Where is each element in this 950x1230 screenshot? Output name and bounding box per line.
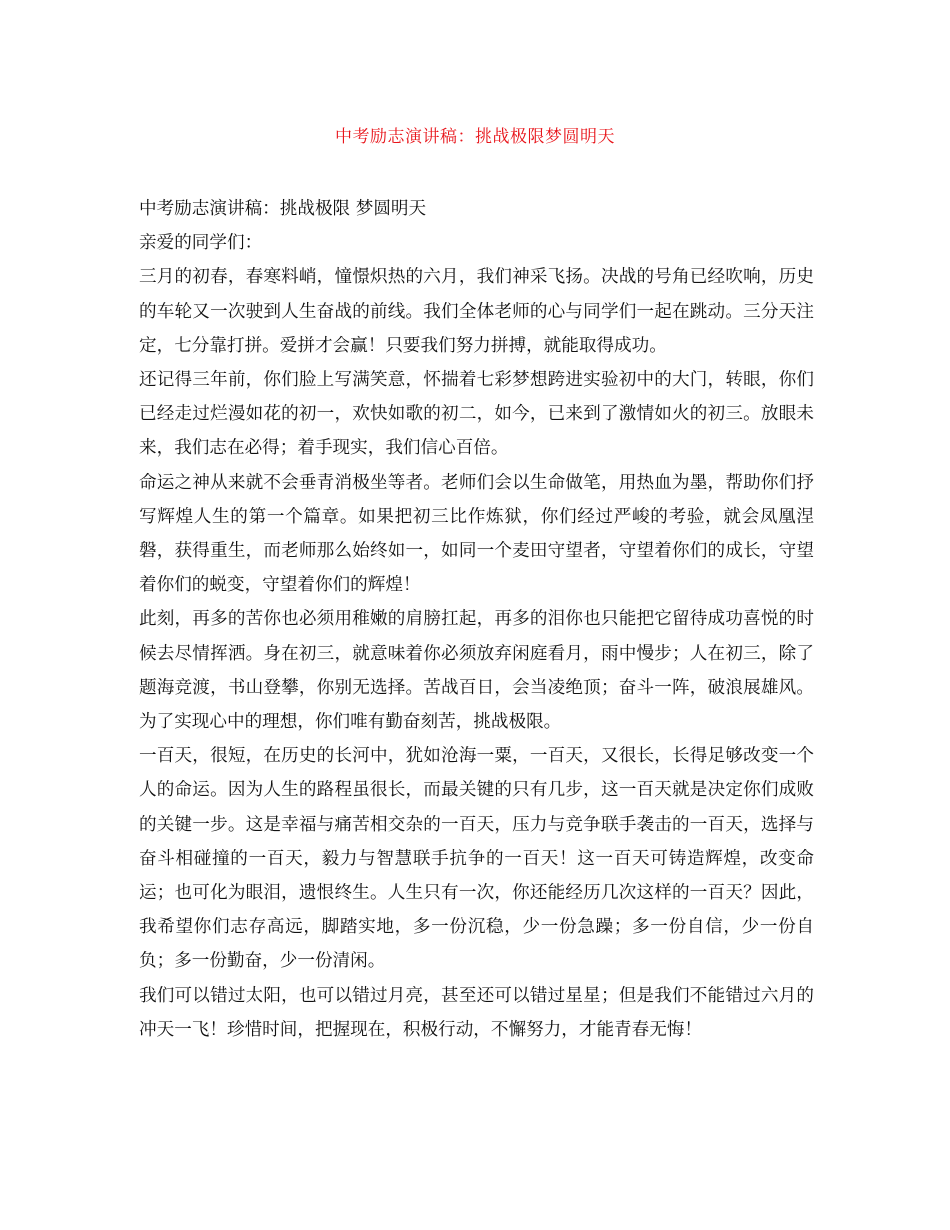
paragraph-heading: 中考励志演讲稿：挑战极限 梦圆明天 [139, 199, 427, 219]
paragraph-salutation: 亲爱的同学们： [139, 233, 263, 254]
paragraph: 此刻，再多的苦你也必须用稚嫩的肩膀扛起，再多的泪你也只能把它留待成功喜悦的时候去尽情挥洒。身在初三，就意味着你必须放弃闲庭看月，雨中慢步；人在初三，除了题海竞渡，书山登攀，你别无选择。苦战百日，会当凌绝顶；奋斗一阵，破浪展雄风。为了实现心中的理想，你们唯有勤奋刻苦，挑战极限。 [139, 609, 814, 733]
paragraph: 命运之神从来就不会垂青消极坐等者。老师们会以生命做笔，用热血为墨，帮助你们抒写辉煌人生的第一个篇章。如果把初三比作炼狱，你们经过严峻的考验，就会凤凰涅磐，获得重生，而老师那么始终如一，如同一个麦田守望者，守望着你们的成长，守望着你们的蜕变，守望着你们的辉煌！ [139, 472, 814, 596]
document-title: 中考励志演讲稿：挑战极限梦圆明天 [335, 127, 615, 147]
paragraph: 还记得三年前，你们脸上写满笑意，怀揣着七彩梦想跨进实验初中的大门，转眼，你们已经走过烂漫如花的初一，欢快如歌的初二，如今，已来到了激情如火的初三。放眼未来，我们志在必得；着手现实，我们信心百倍。 [139, 370, 814, 459]
paragraph: 三月的初春，春寒料峭，憧憬炽热的六月，我们神采飞扬。决战的号角已经吹响，历史的车轮又一次驶到人生奋战的前线。我们全体老师的心与同学们一起在跳动。三分天注定，七分靠打拼。爱拼才会赢！只要我们努力拼搏，就能取得成功。 [139, 267, 814, 356]
document-body [139, 192, 814, 1047]
paragraph: 一百天，很短，在历史的长河中，犹如沧海一粟，一百天，又很长，长得足够改变一个人的命运。因为人生的路程虽很长，而最关键的只有几步，这一百天就是决定你们成败的关键一步。这是幸福与痛苦相交杂的一百天，压力与竞争联手袭击的一百天，选择与奋斗相碰撞的一百天，毅力与智慧联手抗争的一百天！这一百天可铸造辉煌，改变命运；也可化为眼泪，遗恨终生。人生只有一次，你还能经历几次这样的一百天？因此，我希望你们志存高远，脚踏实地，多一份沉稳，少一份急躁；多一份自信，少一份自负；多一份勤奋，少一份清闲。 [139, 746, 814, 972]
paragraph: 我们可以错过太阳，也可以错过月亮，甚至还可以错过星星；但是我们不能错过六月的冲天一飞！珍惜时间，把握现在，积极行动，不懈努力，才能青春无悔！ [139, 985, 814, 1040]
